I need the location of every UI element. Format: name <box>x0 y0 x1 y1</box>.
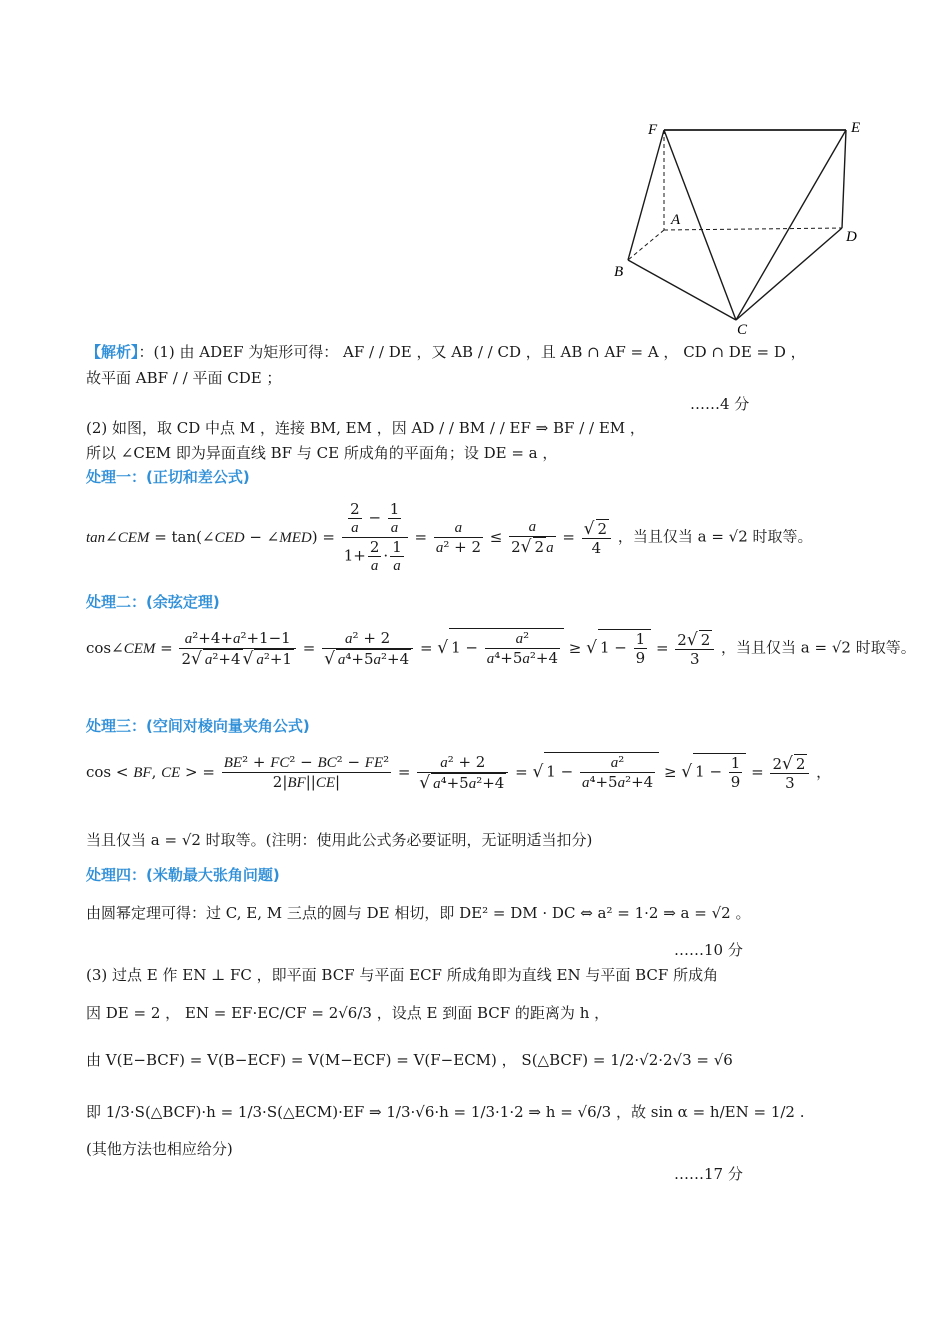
method3-formula: cos < BF, CE > = $\frac{\text{BE² + FC² − BC² − FE²}}{2|BF||CE|}$ = $\frac{\text{a² + 2}}{\text{√ a⁴+5a²+4}}$ = √ 1 − $\frac{\text{a²}}{\text{a⁴+5a²+4}}$ ≥ √ 1 − $\frac{1}{9}$ = $\frac{2√ 2}{3}$ ， <box>86 752 832 793</box>
part3-line4: 即 1/3·S(△BCF)·h = 1/3·S(△ECM)·EF ⇒ 1/3·√6·h = 1/3·1·2 ⇒ h = √6/3 ，故 sin α = h/EN = 1/2 . <box>86 1103 805 1121</box>
score-4: ……4 分 <box>690 395 750 413</box>
edge-bc <box>628 260 736 320</box>
label-a: A <box>671 212 681 228</box>
method3-formula-row <box>86 752 831 793</box>
method4-text: 由圆幂定理可得：过 C, E, M 三点的圆与 DE 相切，即 DE² = DM · DC ⇔ a² = 1·2 ⇒ a = √2 。 <box>86 904 751 922</box>
part2-line2: 所以 ∠CEM 即为异面直线 BF 与 CE 所成角的平面角；设 DE = a ， <box>86 444 558 462</box>
label-b: B <box>614 264 624 280</box>
edge-dc <box>736 228 842 320</box>
method1-formula-row <box>86 500 813 575</box>
method1-title: 处理一：(正切和差公式) <box>86 468 250 486</box>
label-f: F <box>648 122 658 138</box>
method1-note: ，当且仅当 a = √2 时取等。 <box>617 527 813 546</box>
part2-line1: (2) 如图，取 CD 中点 M ，连接 BM, EM ，因 AD / / BM / / EF ⇒ BF / / EM ， <box>86 419 645 437</box>
part1-line2: 故平面 ABF / / 平面 CDE ； <box>86 369 282 387</box>
edge-fb <box>628 130 664 260</box>
edge-ec <box>736 130 846 320</box>
method1-formula: tan∠CEM = tan(∠CED − ∠MED) = $\frac{2}{a}$ − $\frac{1}{a}$ 1+ $\frac{2}{a}$ · $\frac{1}{a}$ = $\frac{a}{\text{a² + 2}}$ ≤ $\frac{a}{2√ 2 a}$ = $\frac{√ 2}{4}$ <box>86 528 618 546</box>
score-17: ……17 分 <box>674 1165 743 1183</box>
method3-title: 处理三：(空间对棱向量夹角公式) <box>86 717 310 735</box>
part3-line1: (3) 过点 E 作 EN ⊥ FC ，即平面 BCF 与平面 ECF 所成角即为直线 EN 与平面 BCF 所成角 <box>86 966 719 984</box>
method2-note: ，当且仅当 a = √2 时取等。 <box>721 638 916 657</box>
method4-title: 处理四：(米勒最大张角问题) <box>86 866 280 884</box>
label-d: D <box>846 229 857 245</box>
part1-line1 <box>86 342 806 362</box>
edge-ab-hidden <box>628 230 664 260</box>
method2-title: 处理二：(余弦定理) <box>86 593 220 611</box>
part1-line1-text: ：(1) 由 ADEF 为矩形可得： AF / / DE ，又 AB / / CD ，且 AB ∩ AF = A ， CD ∩ DE = D ， <box>138 343 806 361</box>
analysis-heading: 【解析】 <box>86 343 139 361</box>
score-10: ……10 分 <box>674 941 743 959</box>
part3-line2: 因 DE = 2 ， EN = EF·EC/CF = 2√6/3 ，设点 E 到面 BCF 的距离为 h ， <box>86 1004 610 1022</box>
part3-line3: 由 V(E−BCF) = V(B−ECF) = V(M−ECF) = V(F−ECM) ， S(△BCF) = 1/2·√2·2√3 = √6 <box>86 1051 733 1069</box>
label-c: C <box>737 322 748 338</box>
method2-formula-row <box>86 628 916 669</box>
method2-formula: cos∠CEM = $\frac{\text{a²+4+a²+1−1}}{\text{2√ a²+4 √ a²+1}}$ = $\frac{\text{a² + 2}}{\text{√ a⁴+5a²+4}}$ = √ 1 − $\frac{\text{a²}}{\text{a⁴+5a²+4}}$ ≥ √ 1 − $\frac{1}{9}$ = $\frac{2√ 2}{3}$ <box>86 639 721 657</box>
method3-note: 当且仅当 a = √2 时取等。(注明：使用此公式务必要证明，无证明适当扣分) <box>86 831 593 849</box>
geometry-figure <box>600 112 880 342</box>
part3-line5: (其他方法也相应给分) <box>86 1140 233 1158</box>
edge-ed <box>842 130 846 228</box>
edge-ad-hidden <box>664 228 842 230</box>
label-e: E <box>851 120 861 136</box>
